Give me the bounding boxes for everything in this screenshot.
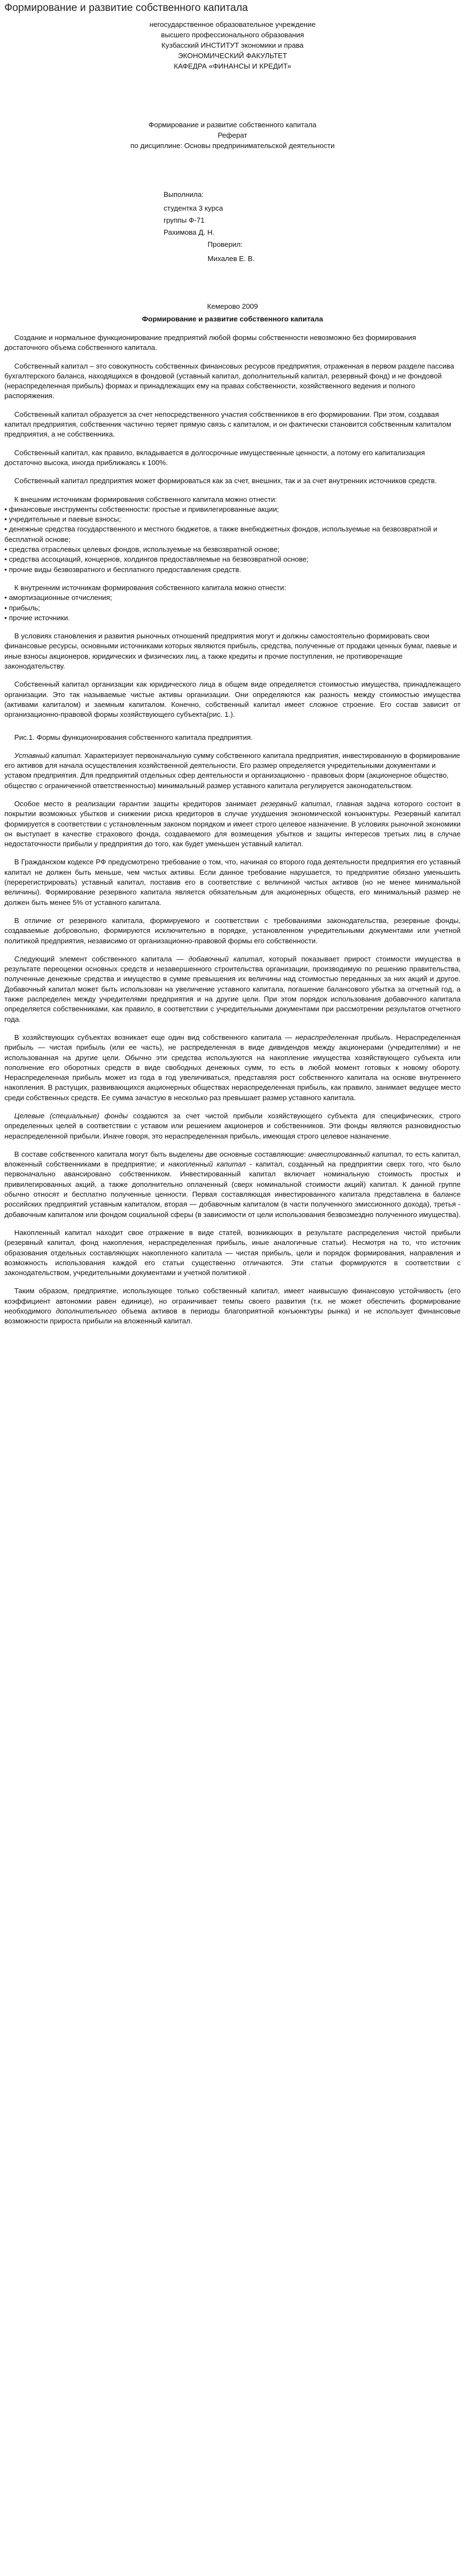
document-title: Формирование и развитие собственного капитала: [4, 2, 248, 14]
checked-label: Проверил:: [208, 240, 243, 248]
paragraph: В Гражданском кодексе РФ предусмотрено требование о том, что, начиная со второго года деятельности предприятия его уставный капитал не должен быть меньше, чем чистых активы. Если данное требование нарушается, то предприятие обязано уменьшить (перерегистрировать) уставный капитал, поставив его в соответствие с величиной чистых активов (но не менее минимальной величины). Формирование резервного капитала является обязательным для акционерных обществ, его минимальный размер не должен быть менее 5% от уставного капитала.: [4, 858, 461, 907]
paragraph: Собственный капитал организации как юридического лица в общем виде определяется стоимостью имущества, принадлежащего организации. Это так называемые чистые активы организации. Они определяются как разность между стоимостью имущества (активами капиталом) и заемным капиталом. Конечно, собственный капитал имеет сложное строение. Его состав зависит от организационно-правовой формы хозяйствующего субъекта(рис. 1.).: [4, 680, 461, 719]
performed-label: Выполнила:: [164, 190, 204, 199]
institution-line: негосударственное образовательное учреждение: [149, 20, 316, 29]
paragraph: [4, 751, 461, 791]
institution-block: [4, 19, 461, 71]
term: Уставный капитал.: [14, 751, 82, 760]
term: инвестированный капитал: [308, 1150, 402, 1158]
student-name: Рахимова Д. Н.: [164, 228, 215, 236]
list-item: • средства ассоциаций, концернов, холдингов предоставляемые на безвозвратной основе;: [4, 555, 309, 564]
city-year: Кемерово 2009: [207, 302, 258, 310]
paragraph: Накопленный капитал находит свое отражение в виде статей, возникающих в результате распределения чистой прибыли (резервный капитал, фонд накопления, нераспределенная прибыль, иные аналогичные статьи). Несмотря на то, что источник образования отдельных составляющих накопленного капитала — чистая прибыль, цели и порядок формирования, направления и возможность использования каждой его статьи существенно отличаются. Эти статьи формируются в соответствии с законодательством, учредительными документами и учетной политикой .: [4, 1228, 461, 1277]
discipline: по дисциплине: Основы предпринимательской деятельности: [130, 141, 335, 150]
paragraph: В отличие от резервного капитала, формируемого и соответствии с требованиями законодательства, резервные фонды, создаваемые добровольно, формируются исключительно в порядке, установленном учредительными документами или учетной политикой предприятия, независимо от организационно-правовой формы его собственности.: [4, 916, 461, 945]
term: добавочный капитал: [188, 954, 263, 963]
checker-block: [4, 239, 461, 264]
paragraph-text: . Нераспределенная прибыль — чистая прибыль (или ее часть), не распределенная в виде дивидендов между акционерами (учредителями) и не использованная на другие цели. Обычно эти средства используются на накопление имущества хозяйствующего субъекта или пополнение его оборотных средств в виде свободных денежных сумм, то есть в любой момент готовых к новому обороту. Нераспределенная прибыль может из года в год увеличиваться, представляя рост собственного капитала на основе внутреннего накопления. В растущих, развивающихся акционерных обществах нераспределенная прибыль, как правило, занимает ведущее место среди собственных средств. Ее сумма зачастую в несколько раз превышает размер уставного капитала.: [4, 1033, 461, 1102]
list-item: • средства отраслевых целевых фондов, используемые на безвозвратной основе;: [4, 545, 280, 554]
student-group: группы Ф-71: [164, 216, 205, 224]
student-course: студентка 3 курса: [164, 204, 223, 212]
term: нераспределенная прибыль: [295, 1033, 391, 1041]
work-title-block: [4, 120, 461, 151]
list-item: • прочие источники.: [4, 613, 70, 622]
paragraph-text: объема активов в периоды благоприятной конъюнктуры рынка) и не использует финансовые возможности прироста прибыли на вложенный капитал.: [4, 1307, 461, 1326]
paragraph-text: , главная задача которого состоит в покрытии возможных убытков и снижении риска кредиторов в случае ухудшения экономической конъюнктуры. Резервный капитал формируется в соответствии с установленным законом порядком и имеет строго целевое назначение. В условиях рыночной экономики он выступает в качестве страхового фонда, создаваемого для возмещения убытков и защиты интересов третьих лиц в случае недостаточности прибыли у предприятия до того, как будет уменьшен уставный капитал.: [4, 799, 461, 848]
paragraph-text: , который показывает прирост стоимости имущества в результате переоценки основных средств и незавершенного строительства организации, производимую по решению правительства, полученные денежные средства и имущество в сумме превышения их величины над стоимостью переданных за них акций и другое. Добавочный капитал может быть использован на увеличение уставного капитала, погашение балансового убытка за отчетный год, а также распределен между учредителями предприятия и на другие цели. При этом порядок использования добавочного капитала определяется собственниками, как правило, в соответствии с учредительными документами при рассмотрении результатов отчетного года.: [4, 954, 461, 1023]
paragraph: Создание и нормальное функционирование предприятий любой формы собственности невозможно без формирования достаточного объема собственного капитала.: [4, 333, 416, 352]
paragraph: В условиях становления и развития рыночных отношений предприятия могут и должны самостоятельно формировать свои финансовые ресурсы, основными источниками которых являются прибыль, средства, полученные от продажи ценных бумаг, паевые и иные взносы акционеров, юридических и физических лиц, а также кредиты и прочие поступления, не противоречащие законодательству.: [4, 632, 457, 671]
paragraph-text: В составе собственного капитала могут быть выделены две основные составляющие:: [14, 1150, 309, 1158]
paragraph: Собственный капитал – это совокупность собственных финансовых ресурсов предприятия, отраженная в первом разделе пассива бухгалтерского баланса, находящихся в фондовой (уставный капитал, дополнительный капитал, резервный фонд) и не фондовой (нераспределенная прибыль) формах и принадлежащих ему на правах собственности, хозяйственного ведения и полного распоряжения.: [4, 361, 455, 400]
external-sources-list: [4, 505, 461, 575]
internal-sources-list: [4, 593, 461, 623]
paragraph-text: Следующий элемент собственного капитала —: [14, 954, 189, 963]
paragraph-text: Таким образом, предприятие, использующее только собственный капитал, имеет наивысшую финансовую устойчивость (его коэффициент автономии равен единице), но ограничивает темпы своего развития (т.к. не может обеспечить формирование необходимого: [4, 1287, 461, 1316]
institution-line: Кузбасский ИНСТИТУТ экономики и права: [161, 41, 304, 49]
institution-line: высшего профессионального образования: [161, 31, 304, 39]
list-item: • прибыль;: [4, 603, 40, 612]
institution-line: ЭКОНОМИЧЕСКИЙ ФАКУЛЬТЕТ: [178, 52, 287, 60]
term: дополнительного: [55, 1307, 117, 1316]
list-item: • прочие виды безвозвратного и бесплатного предоставления средств.: [4, 565, 242, 574]
paragraph-text: - капитал, созданный на предприятии сверх того, что было первоначально авансировано собственником. Инвестированный капитал включает номинальную стоимость простых и привилегированных акций, а также дополнительно оплаченный (сверх номинальной стоимости акций) капитал. К данной группе обычно относят и бесплатно полученные ценности. Первая составляющая инвестированного капитала представлена в балансе российских предприятий уставным капиталом, вторая — добавочным капиталом (в части полученного эмиссионного дохода), третья - добавочным капиталом или фондом социальной сферы (в зависимости от цели использования безвозмездно полученного имущества).: [4, 1160, 461, 1219]
paragraph: Собственный капитал предприятия может формироваться как за счет, внешних, так и за счет внутренних источников средств.: [14, 477, 437, 485]
checker-name: Михалев Е. В.: [208, 254, 255, 263]
list-item: • финансовые инструменты собственности: простые и привилегированные акции;: [4, 505, 279, 513]
paragraph: Собственный капитал, как правило, вкладывается в долгосрочные имущественные ценности, а потому его капитализация достаточно высока, иногда приближаясь к 100%.: [4, 448, 425, 467]
term: Целевые (специальные) фонды: [14, 1112, 128, 1120]
list-item: • учредительные и паевые взносы;: [4, 515, 121, 524]
paragraph: Собственный капитал образуется за счет непосредственного участия собственников в его формировании. При этом, создавая капитал предприятия, собственник частично теряет прямую связь с капиталом, и он фактически становится собственным капиталом предприятия, а не собственника.: [4, 410, 451, 439]
performer-block: [4, 189, 461, 237]
paragraph: [4, 1111, 461, 1141]
list-item: • денежные средства государственного и местного бюджетов, а также внебюджетных фондов, используемые на безвозвратной и бесплатной основе;: [4, 525, 438, 543]
paragraph-text: , то есть капитал, вложенный собственниками в предприятие; и: [4, 1150, 461, 1169]
figure-caption: Рис.1. Формы функционирования собственного капитала предприятия.: [14, 733, 253, 741]
city-year-block: [4, 301, 461, 324]
document-page: [0, 2, 465, 1327]
internal-sources-intro: К внутренним источникам формирования собственного капитала можно отнести:: [14, 583, 287, 592]
paragraph: [4, 954, 461, 1024]
work-type: Реферат: [217, 131, 248, 139]
paragraph: [4, 1033, 461, 1103]
term: накопленный капитал: [168, 1160, 246, 1169]
paragraph-text: создаются за счет чистой прибыли хозяйствующего субъекта для специфических, строго определенных целей в соответствии с уставом или решением акционеров и собственников. Эти фонды являются разновидностью нераспределенной прибыли. Иначе говоря, это нераспределенная прибыль, имеющая строго целевое назначение.: [4, 1112, 461, 1140]
paragraph: [4, 1150, 461, 1220]
paragraph-text: Особое место в реализации гарантии защиты кредиторов занимает: [14, 799, 261, 808]
institution-line: КАФЕДРА «ФИНАНСЫ И КРЕДИТ»: [173, 62, 292, 70]
work-title: Формирование и развитие собственного капитала: [148, 121, 317, 129]
body-title: Формирование и развитие собственного капитала: [142, 315, 323, 323]
paragraph-text: Характеризует первоначальную сумму собственного капитала предприятия, инвестированную в формирование его активов для начала осуществления хозяйственной деятельности. Его размер определяется учредительными документами и уставом предприятия. Для предприятий отдельных сфер деятельности и организационно - правовых форм (акционерное общество, общество с ограниченной ответственностью) минимальный размер уставного капитала регулируется законодательством.: [4, 751, 460, 790]
paragraph: [4, 799, 461, 849]
list-item: • амортизационные отчисления;: [4, 593, 113, 602]
paragraph: [4, 1286, 461, 1326]
external-sources-intro: К внешним источникам формирования собственного капитала можно отнести:: [14, 495, 277, 503]
paragraph-text: В хозяйствующих субъектах возникает еще один вид собственного капитала —: [14, 1033, 296, 1041]
term: резервный капитал: [261, 799, 330, 808]
